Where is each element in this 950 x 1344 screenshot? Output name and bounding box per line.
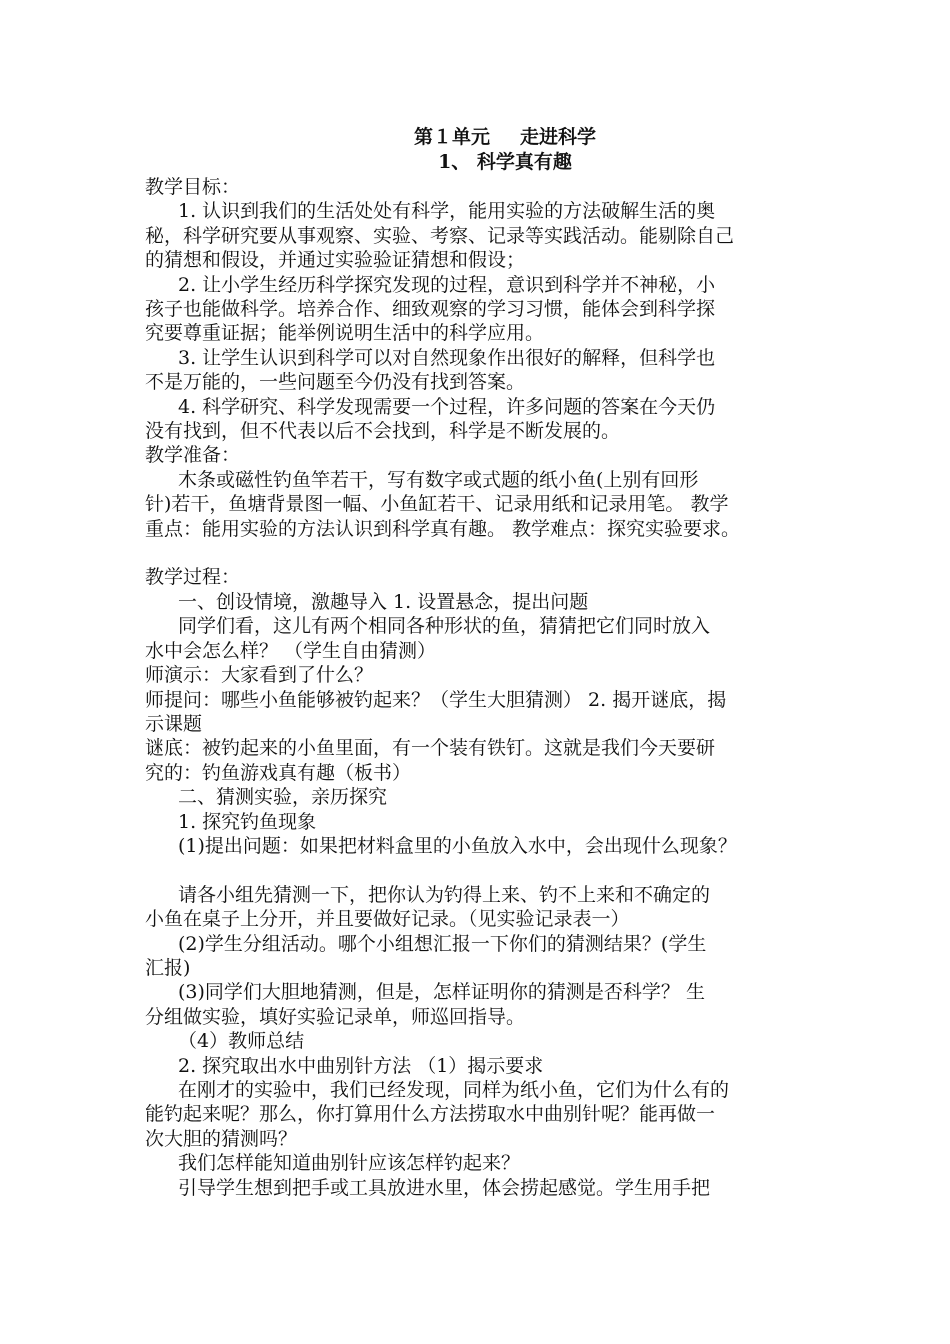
text-line: 师演示：大家看到了什么？ [145, 664, 374, 687]
text-line: 分组做实验，填好实验记录单，师巡回指导。 [145, 1005, 526, 1028]
text-line: 谜底：被钓起来的小鱼里面，有一个装有铁钉。这就是我们今天要研 [145, 737, 716, 760]
text-line: 教学准备： [145, 444, 241, 467]
text-line: 不是万能的，一些问题至今仍没有找到答案。 [145, 371, 526, 394]
document-body [145, 175, 825, 1200]
text-line: 一、创设情境，激趣导入 1. 设置悬念，提出问题 [178, 590, 589, 613]
text-line: 秘，科学研究要从事观察、实验、考察、记录等实践活动。能剔除自己 [145, 224, 735, 247]
text-line: (1)提出问题：如果把材料盒里的小鱼放入水中，会出现什么现象？ [178, 834, 737, 857]
lesson-title: 1、 科学真有趣 [438, 151, 572, 173]
text-line: 究要尊重证据；能举例说明生活中的科学应用。 [145, 322, 545, 345]
unit-title [145, 125, 825, 150]
unit-name: 走进科学 [520, 126, 597, 148]
blank-line [145, 541, 825, 565]
text-line: 孩子也能做科学。培养合作、细致观察的学习习惯，能体会到科学探 [145, 298, 716, 321]
text-line: 1. 探究钓鱼现象 [178, 810, 317, 833]
text-line: 次大胆的猜测吗？ [145, 1127, 298, 1150]
blank-line [145, 858, 825, 882]
text-line: 请各小组先猜测一下，把你认为钓得上来、钓不上来和不确定的 [178, 883, 711, 906]
text-line: 水中会怎么样？ （学生自由猜测） [145, 639, 437, 662]
text-line: 4. 科学研究、科学发现需要一个过程，许多问题的答案在今天仍 [178, 395, 716, 418]
text-line: 重点：能用实验的方法认识到科学真有趣。 教学难点：探究实验要求。 [145, 517, 741, 540]
text-line: 引导学生想到把手或工具放进水里，体会捞起感觉。学生用手把 [178, 1176, 711, 1199]
text-line: (3)同学们大胆地猜测，但是，怎样证明你的猜测是否科学？ 生 [178, 981, 705, 1004]
text-line: 在刚才的实验中，我们已经发现，同样为纸小鱼，它们为什么有的 [178, 1079, 730, 1101]
text-line: 的猜想和假设，并通过实验验证猜想和假设； [145, 249, 526, 272]
text-line: 同学们看，这儿有两个相同各种形状的鱼，猜猜把它们同时放入 [178, 615, 711, 638]
text-line: 我们怎样能知道曲别针应该怎样钓起来？ [178, 1152, 521, 1175]
text-line: 3. 让学生认识到科学可以对自然现象作出很好的解释，但科学也 [178, 346, 716, 369]
text-line: 师提问：哪些小鱼能够被钓起来？（学生大胆猜测） 2. 揭开谜底，揭 [145, 688, 727, 711]
text-line: 究的：钓鱼游戏真有趣（板书） [145, 761, 412, 784]
text-line: 二、猜测实验，亲历探究 [178, 786, 388, 809]
text-line: 能钓起来呢？那么，你打算用什么方法捞取水中曲别针呢？能再做一 [145, 1103, 716, 1126]
text-line: 汇报) [145, 956, 191, 979]
text-line: 教学目标： [145, 176, 241, 198]
text-line: （4）教师总结 [178, 1030, 305, 1053]
document-page [145, 125, 825, 1200]
text-line: 小鱼在桌子上分开，并且要做好记录。（见实验记录表一） [145, 908, 630, 931]
text-line: (2)学生分组活动。哪个小组想汇报一下你们的猜测结果？(学生 [178, 932, 707, 955]
text-line: 没有找到，但不代表以后不会找到，科学是不断发展的。 [145, 420, 621, 443]
text-line: 木条或磁性钓鱼竿若干，写有数字或式题的纸小鱼(上别有回形 [178, 468, 699, 491]
text-line: 1. 认识到我们的生活处处有科学，能用实验的方法破解生活的奥 [178, 200, 716, 223]
text-line: 示课题 [145, 712, 203, 735]
text-line: 2. 探究取出水中曲别针方法 （1）揭示要求 [178, 1054, 544, 1077]
text-line: 针)若干，鱼塘背景图一幅、小鱼缸若干、记录用纸和记录用笔。 教学 [145, 493, 729, 516]
text-line: 教学过程： [145, 566, 241, 589]
unit-number: 第１单元 [413, 126, 490, 148]
text-line: 2. 让小学生经历科学探究发现的过程，意识到科学并不神秘，小 [178, 273, 716, 296]
